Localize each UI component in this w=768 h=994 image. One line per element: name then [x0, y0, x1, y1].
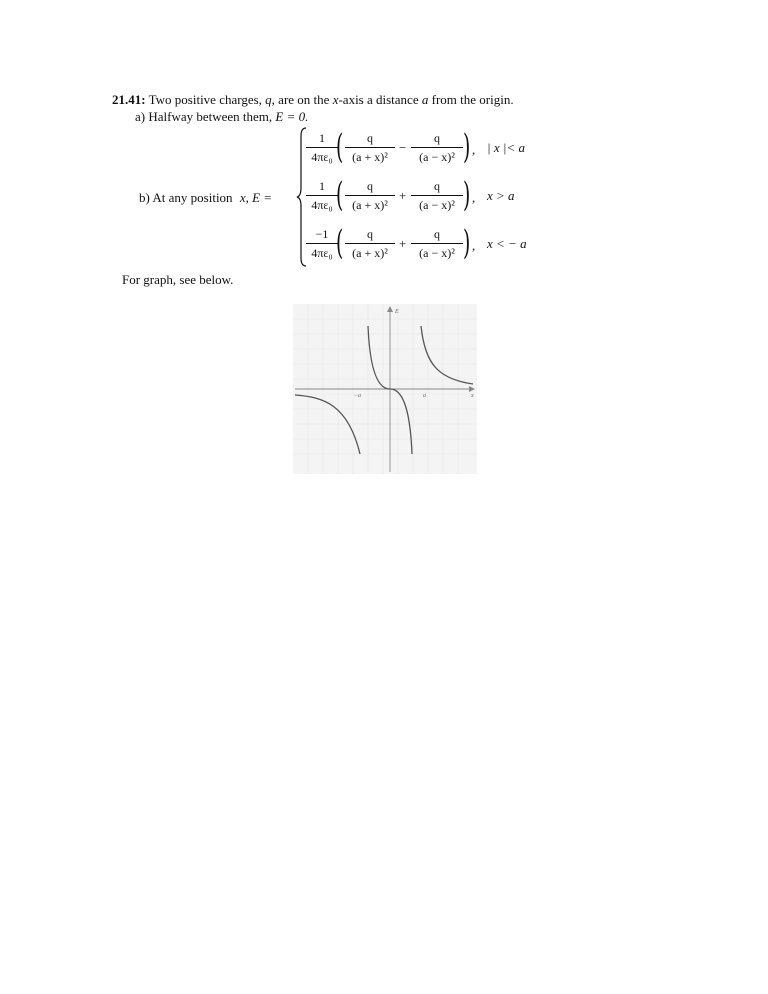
case-2-condition: x > a — [487, 188, 515, 203]
part-a-equation: E = 0. — [275, 109, 309, 124]
case-2-term1-bar — [345, 195, 395, 196]
part-b — [139, 190, 272, 206]
part-b-lhs: x, E = — [239, 190, 273, 205]
case-2-term1 — [345, 178, 395, 213]
part-a — [135, 109, 308, 125]
case-2-coefficient — [306, 178, 338, 213]
case-3-coefficient-bar — [306, 243, 338, 244]
case-2-coefficient-numerator: 1 — [319, 179, 325, 193]
case-1-term2-numerator: q — [434, 131, 440, 145]
part-a-text: Halfway between them, — [148, 109, 273, 124]
intro-axis: -axis a distance — [338, 92, 419, 107]
case-2-coefficient-bar — [306, 195, 338, 196]
case-3-coefficient-denominator: 4πε₀ — [311, 246, 333, 260]
case-3-term1-denominator: (a + x)² — [352, 246, 388, 260]
x-axis-label: x — [471, 393, 474, 399]
case-3-coefficient — [306, 226, 338, 261]
tick-label-pos-a: a — [423, 393, 426, 399]
case-2-right-paren: ) — [462, 175, 471, 215]
graph-note: For graph, see below. — [122, 272, 234, 287]
case-3-left-paren: ( — [335, 223, 344, 263]
case-1-term1-denominator: (a + x)² — [352, 150, 388, 164]
case-2-term2-bar — [411, 195, 463, 196]
case-3-term1-bar — [345, 243, 395, 244]
case-3-operator: + — [399, 236, 407, 251]
case-1-coefficient-bar — [306, 147, 338, 148]
case-1-term2-bar — [411, 147, 463, 148]
case-3-term1-numerator: q — [367, 227, 373, 241]
intro-mid: , are on the — [271, 92, 330, 107]
field-graph — [293, 304, 477, 474]
case-1-right-paren: ) — [462, 127, 471, 167]
case-3-term2 — [411, 226, 463, 261]
case-1-coefficient-numerator: 1 — [319, 131, 325, 145]
case-3-term1 — [345, 226, 395, 261]
part-b-text: At any position — [152, 190, 233, 205]
case-3-condition: x < − a — [487, 236, 527, 251]
problem-number: 21.41: — [112, 92, 146, 107]
part-a-label: a) — [135, 109, 146, 124]
tick-label-neg-a: −a — [354, 393, 362, 399]
case-1-coefficient-denominator: 4πε₀ — [311, 150, 333, 164]
case-1-operator: − — [399, 140, 407, 155]
case-2-coefficient-denominator: 4πε₀ — [311, 198, 333, 212]
case-2-comma: , — [472, 190, 476, 205]
case-3-coefficient-numerator: −1 — [315, 227, 329, 241]
case-3-right-paren: ) — [462, 223, 471, 263]
intro-pre: Two positive charges, — [148, 92, 262, 107]
case-3-comma: , — [472, 238, 476, 253]
case-2-term2-numerator: q — [434, 179, 440, 193]
case-3-term2-bar — [411, 243, 463, 244]
charge-symbol: q — [265, 92, 272, 107]
case-1-term2-denominator: (a − x)² — [419, 150, 455, 164]
case-1-term2 — [411, 130, 463, 165]
case-1-term1 — [345, 130, 395, 165]
case-2-term2-denominator: (a − x)² — [419, 198, 455, 212]
case-2-left-paren: ( — [335, 175, 344, 215]
case-1-left-paren: ( — [335, 127, 344, 167]
intro-post: from the origin. — [431, 92, 514, 107]
case-2-operator: + — [399, 188, 407, 203]
x-variable: x — [332, 92, 339, 107]
y-axis-label: E — [395, 309, 399, 315]
case-2-term2 — [411, 178, 463, 213]
case-2-term1-denominator: (a + x)² — [352, 198, 388, 212]
case-1-coefficient — [306, 130, 338, 165]
a-variable: a — [421, 92, 429, 107]
case-1-comma: , — [472, 142, 476, 157]
case-1-condition: | x |< a — [487, 140, 525, 155]
problem-statement — [112, 92, 514, 108]
case-3-term2-denominator: (a − x)² — [419, 246, 455, 260]
case-3-term2-numerator: q — [434, 227, 440, 241]
part-b-label: b) — [139, 190, 150, 205]
case-1-term1-numerator: q — [367, 131, 373, 145]
case-2-term1-numerator: q — [367, 179, 373, 193]
case-1-term1-bar — [345, 147, 395, 148]
